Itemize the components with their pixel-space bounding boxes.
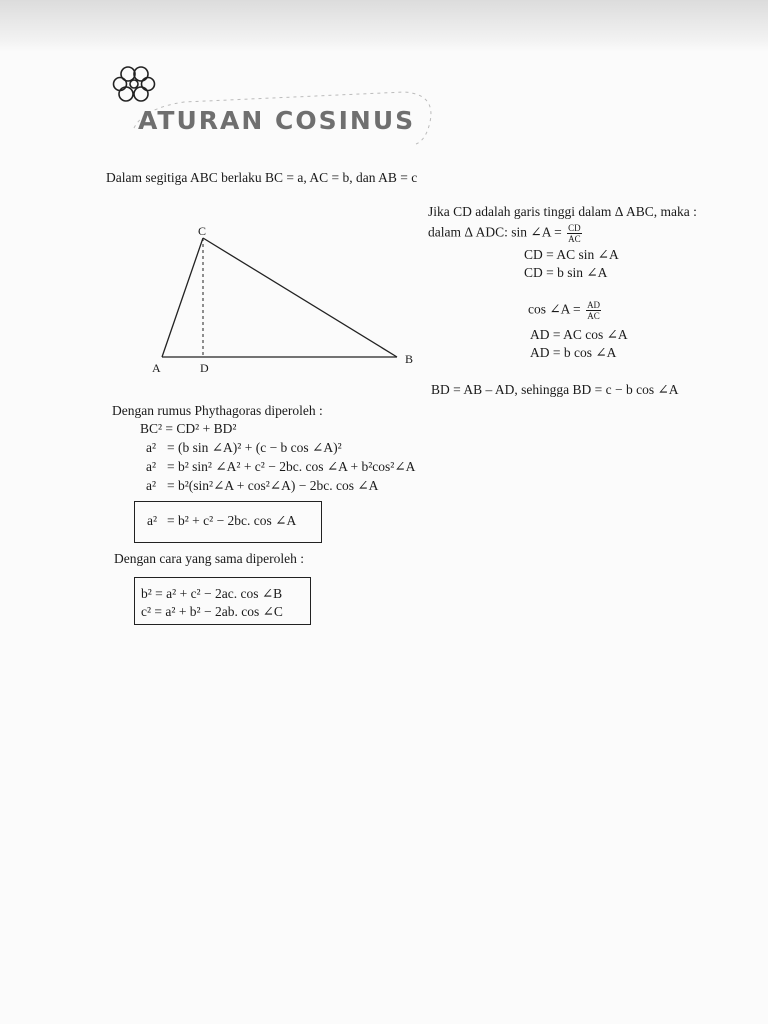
pythagoras-line-1: BC² = CD² + BD² <box>140 421 237 436</box>
pythagoras-line-2-rhs: = (b sin ∠A)² + (c − b cos ∠A)² <box>167 440 342 455</box>
bd-expression: BD = AB – AD, sehingga BD = c − b cos ∠A <box>431 382 679 397</box>
boxed-formula-b: b² = a² + c² − 2ac. cos ∠B <box>141 586 283 601</box>
boxed-formula-c: c² = a² + b² − 2ab. cos ∠C <box>141 604 283 619</box>
boxed-formula-a-lhs: a² <box>147 513 158 528</box>
cos-a-definition: cos ∠A = $\frac{AD}{AC}$ <box>528 300 601 321</box>
ad-eq-ac-cos: AD = AC cos ∠A <box>530 327 628 342</box>
pythagoras-line-3-lhs: a² <box>146 459 157 474</box>
vertex-label-a: A <box>152 361 161 375</box>
same-way-heading: Dengan cara yang sama diperoleh : <box>114 551 305 566</box>
sin-a-definition: dalam Δ ADC: sin ∠A = $\frac{CD}{AC}$ <box>428 223 581 244</box>
ad-eq-b-cos: AD = b cos ∠A <box>530 345 617 360</box>
pythagoras-line-3-rhs: = b² sin² ∠A² + c² − 2bc. cos ∠A + b²cos²∠A <box>167 459 416 474</box>
fraction-cd-ac: $\frac{CD}{AC}$ <box>568 223 581 244</box>
pythagoras-line-4-lhs: a² <box>146 478 157 493</box>
side-bc <box>203 238 397 357</box>
side-ac <box>162 238 203 357</box>
cd-eq-ac-sin: CD = AC sin ∠A <box>524 247 619 262</box>
altitude-statement: Jika CD adalah garis tinggi dalam Δ ABC, maka : <box>428 204 697 219</box>
intro-text: Dalam segitiga ABC berlaku BC = a, AC = b, dan AB = c <box>106 170 418 185</box>
page-title: ATURAN COSINUS <box>138 106 416 135</box>
title-banner <box>104 62 444 152</box>
pythagoras-heading: Dengan rumus Phythagoras diperoleh : <box>112 403 323 418</box>
vertex-label-c: C <box>198 224 207 238</box>
foot-label-d: D <box>200 361 209 375</box>
scan-shadow <box>0 0 768 52</box>
triangle-diagram <box>140 218 420 388</box>
vertex-label-b: B <box>405 352 414 366</box>
fraction-ad-ac: $\frac{AD}{AC}$ <box>587 300 601 321</box>
cd-eq-b-sin: CD = b sin ∠A <box>524 265 608 280</box>
pythagoras-line-4-rhs: = b²(sin²∠A + cos²∠A) − 2bc. cos ∠A <box>167 478 379 493</box>
pythagoras-line-2-lhs: a² <box>146 440 157 455</box>
boxed-formula-a-rhs: = b² + c² − 2bc. cos ∠A <box>167 513 297 528</box>
